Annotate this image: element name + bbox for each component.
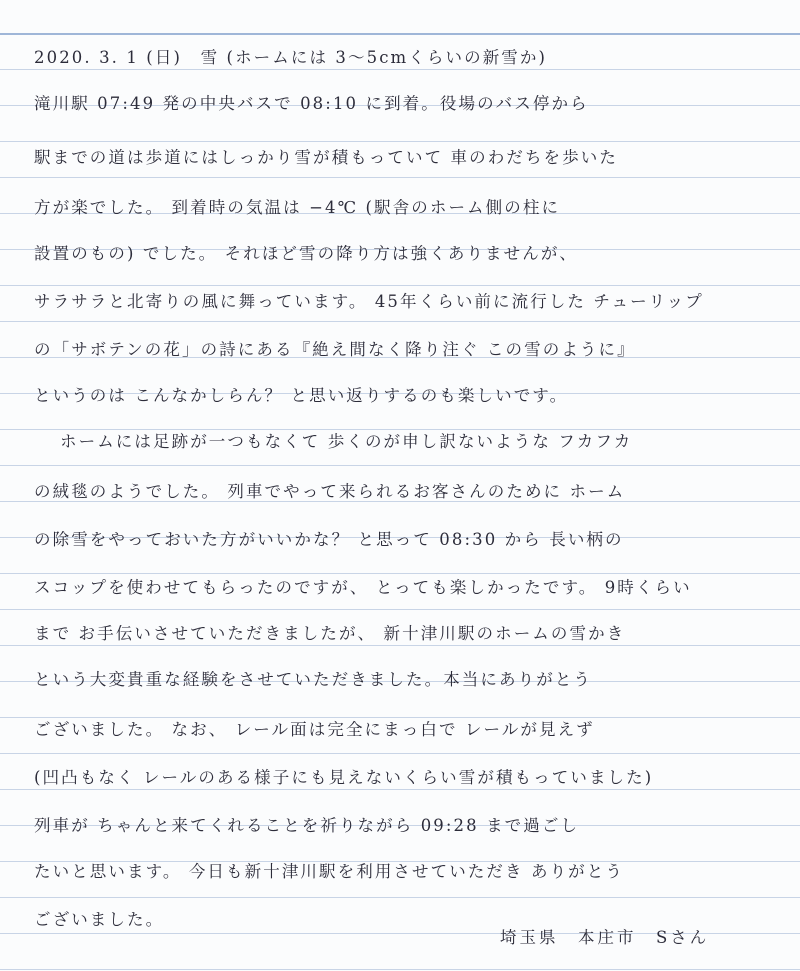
letter-line-date: 2020. 3. 1 (日) 雪 (ホームには 3～5cmくらいの新雪か) xyxy=(34,48,548,67)
letter-line: 方が楽でした。 到着時の気温は −4℃ (駅舎のホーム側の柱に xyxy=(34,198,561,217)
letter-line: サラサラと北寄りの風に舞っています。 45年くらい前に流行した チューリップ xyxy=(34,292,704,311)
letter-line: というのは こんなかしらん？ と思い返りするのも楽しいです。 xyxy=(34,386,569,405)
letter-line: という大変貴重な経験をさせていただきました。本当にありがとう xyxy=(34,670,592,689)
letter-line: の除雪をやっておいた方がいいかな？ と思って 08:30 から 長い柄の xyxy=(34,530,624,549)
signature: 埼玉県 本庄市 Sさん xyxy=(500,928,710,947)
letter-line: (凹凸もなく レールのある様子にも見えないくらい雪が積もっていました) xyxy=(34,768,654,787)
letter-line: ございました。 xyxy=(34,910,165,929)
letter-line: の「サボテンの花」の詩にある『絶え間なく降り注ぐ この雪のように』 xyxy=(34,340,636,359)
letter-line-paragraph-start: ホームには足跡が一つもなくて 歩くのが申し訳ないような フカフカ xyxy=(60,432,633,451)
letter-line: たいと思います。 今日も新十津川駅を利用させていただき ありがとう xyxy=(34,862,624,881)
letter-line: スコップを使わせてもらったのですが、 とっても楽しかったです。 9時くらい xyxy=(34,578,692,597)
letter-line: 駅までの道は歩道にはしっかり雪が積もっていて 車のわだちを歩いた xyxy=(34,148,618,167)
letter-line: まで お手伝いさせていただきましたが、 新十津川駅のホームの雪かき xyxy=(34,624,626,643)
letter-line: ございました。 なお、 レール面は完全にまっ白で レールが見えず xyxy=(34,720,595,739)
letter-line: 滝川駅 07:49 発の中央バスで 08:10 に到着。役場のバス停から xyxy=(34,94,589,113)
letter-line: の絨毯のようでした。 列車でやって来られるお客さんのために ホーム xyxy=(34,482,626,501)
letter-line: 列車が ちゃんと来てくれることを祈りながら 09:28 まで過ごし xyxy=(34,816,580,835)
letter-line: 設置のもの) でした。 それほど雪の降り方は強くありませんが、 xyxy=(34,244,579,263)
top-margin-rule xyxy=(0,33,800,35)
